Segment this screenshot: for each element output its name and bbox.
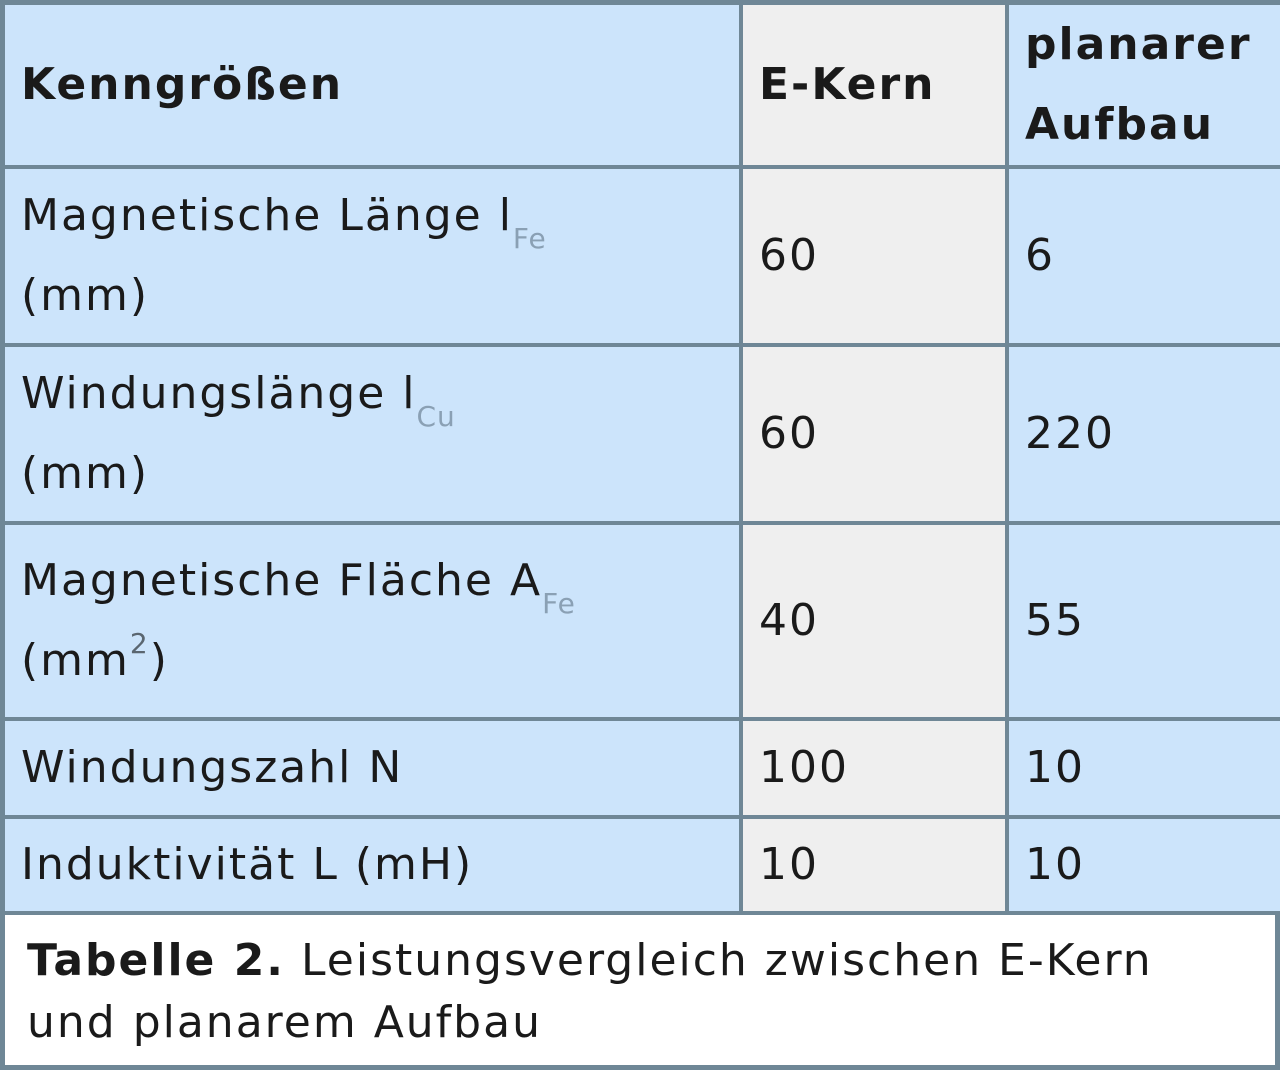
- row-label-turns: Windungszahl N: [5, 719, 741, 817]
- cell-e-core: 60: [741, 167, 1007, 345]
- unit-text: (mm): [21, 448, 150, 499]
- cell-e-core: 10: [741, 817, 1007, 913]
- table-row: [5, 523, 1280, 719]
- unit-text: (mm: [21, 635, 130, 686]
- header-parameter: Kenngrößen: [5, 5, 741, 167]
- cell-planar: 10: [1007, 719, 1280, 817]
- caption-label: Tabelle 2.: [27, 935, 286, 986]
- subscript-index: Fe: [542, 587, 576, 620]
- table-header-row: [5, 5, 1280, 167]
- row-label-winding-length: [5, 345, 741, 523]
- header-planar: planarer Aufbau: [1007, 5, 1280, 167]
- cell-planar: 220: [1007, 345, 1280, 523]
- row-label-inductance: Induktivität L (mH): [5, 817, 741, 913]
- label-text: Magnetische Fläche A: [21, 555, 543, 606]
- subscript-index: Fe: [512, 222, 547, 255]
- cell-e-core: 40: [741, 523, 1007, 719]
- table-row: [5, 817, 1280, 913]
- header-e-core: E-Kern: [741, 5, 1007, 167]
- cell-planar: 55: [1007, 523, 1280, 719]
- table-caption: [27, 930, 1257, 1054]
- unit-close: ): [149, 635, 169, 686]
- label-text: Windungslänge l: [21, 368, 417, 419]
- cell-planar: 10: [1007, 817, 1280, 913]
- table-row: [5, 167, 1280, 345]
- row-label-magnetic-length: [5, 167, 741, 345]
- label-text: Magnetische Länge l: [21, 190, 513, 241]
- cell-e-core: 100: [741, 719, 1007, 817]
- caption-text: Leistungsvergleich zwischen E-Kern und planarem Aufbau: [27, 935, 1153, 1048]
- row-label-magnetic-area: [5, 523, 741, 719]
- superscript-power: 2: [129, 627, 150, 660]
- subscript-index: Cu: [416, 400, 456, 433]
- unit-text: (mm): [21, 270, 150, 321]
- table-row: [5, 345, 1280, 523]
- table-row: [5, 719, 1280, 817]
- performance-comparison-table: [5, 5, 1280, 915]
- cell-planar: 6: [1007, 167, 1280, 345]
- cell-e-core: 60: [741, 345, 1007, 523]
